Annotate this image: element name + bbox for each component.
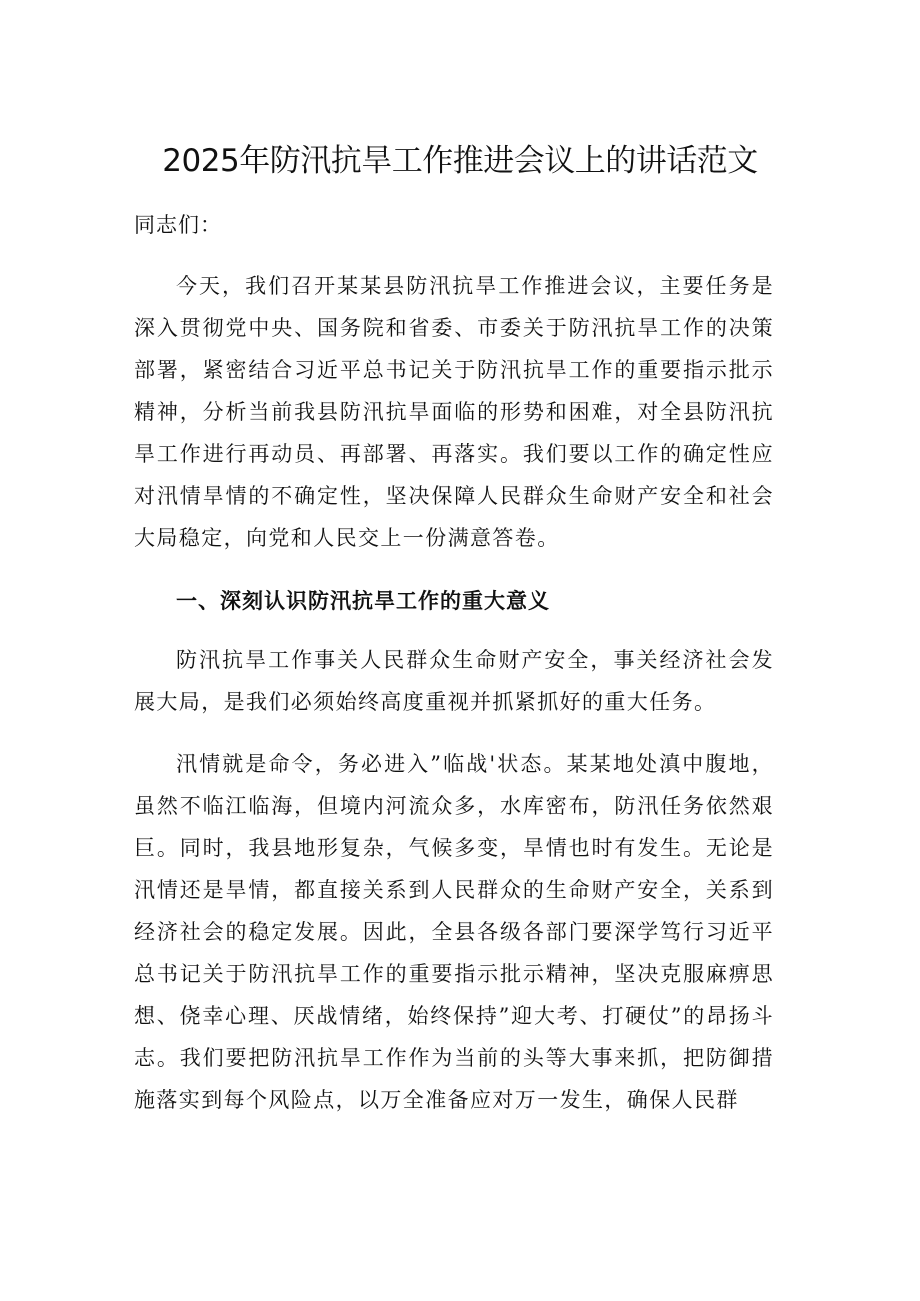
document-title: 2025年防汛抗旱工作推进会议上的讲话范文 [162, 143, 758, 179]
section-heading: 一、深刻认识防汛抗旱工作的重大意义 [176, 589, 550, 613]
salutation: 同志们： [134, 213, 222, 237]
section-paragraph-2: 汛情就是命令，务必进入”临战'状态。某某地处滇中腹地，虽然不临江临海，但境内河流众多，水库密布，防汛任务依然艰巨。同时，我县地形复杂，气候多变，旱情也时有发生。无论是汛情还是旱情，都直接关系到人民群众的生命财产安全，关系到经济社会的稳定发展。因此，全县各级各部门要深学笃行习近平总书记关于防汛抗旱工作的重要指示批示精神，坚决克服麻痹思想、侥幸心理、厌战情绪，始终保持”迎大考、打硬仗”的昂扬斗志。我们要把防汛抗旱工作作为当前的头等大事来抓，把防御措施落实到每个风险点，以万全准备应对万一发生，确保人民群 [134, 752, 774, 1112]
document-body [134, 203, 774, 1121]
intro-paragraph: 今天，我们召开某某县防汛抗旱工作推进会议，主要任务是深入贯彻党中央、国务院和省委、市委关于防汛抗旱工作的决策部署，紧密结合习近平总书记关于防汛抗旱工作的重要指示批示精神，分析当前我县防汛抗旱面临的形势和困难，对全县防汛抗旱工作进行再动员、再部署、再落实。我们要以工作的确定性应对汛情旱情的不确定性，坚决保障人民群众生命财产安全和社会大局稳定，向党和人民交上一份满意答卷。 [134, 274, 774, 550]
section-paragraph-1: 防汛抗旱工作事关人民群众生命财产安全，事关经济社会发展大局，是我们必须始终高度重视并抓紧抓好的重大任务。 [134, 648, 774, 714]
